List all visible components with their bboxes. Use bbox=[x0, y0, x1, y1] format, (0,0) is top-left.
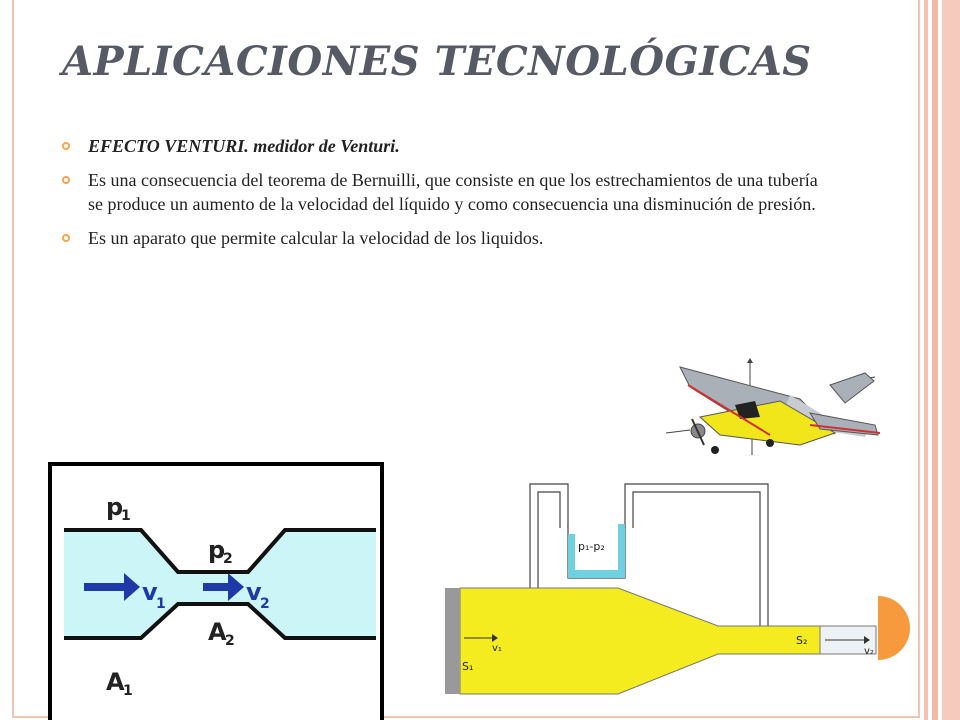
bullet-icon bbox=[62, 142, 70, 150]
label-s1: S₁ bbox=[462, 660, 474, 673]
label-v2-main: v bbox=[246, 578, 262, 606]
label-v2-sub: 2 bbox=[260, 596, 270, 612]
decorative-half-circle bbox=[878, 596, 918, 660]
bullet-text: Es un aparato que permite calcular la velocidad de los liquidos. bbox=[88, 228, 544, 248]
label-a1-main: A bbox=[106, 668, 125, 696]
manometer-label: p₁-p₂ bbox=[578, 540, 605, 553]
label-p2-main: p bbox=[208, 536, 226, 564]
decorative-stripes bbox=[920, 0, 960, 720]
label-s2: S₂ bbox=[796, 634, 808, 647]
label-p2-sub: 2 bbox=[223, 551, 233, 567]
label-v1-sub: 1 bbox=[156, 596, 166, 612]
label-v1-main: v bbox=[142, 578, 158, 606]
venturi-diagram-labels bbox=[48, 462, 384, 720]
label-v2: v₂ bbox=[864, 646, 874, 657]
airplane-illustration bbox=[660, 355, 900, 470]
bullet-item bbox=[62, 134, 822, 158]
bullet-icon bbox=[62, 234, 70, 242]
label-p1-main: p bbox=[106, 493, 124, 521]
label-a1-sub: 1 bbox=[123, 683, 133, 699]
bullet-list bbox=[62, 134, 822, 260]
bullet-text: Es una consecuencia del teorema de Bernuilli, que consiste en que los estrechamientos de una tubería se produce un aumento de la velocidad del líquido y como consecuencia una disminución de presión. bbox=[88, 170, 818, 214]
label-a2-main: A bbox=[208, 618, 227, 646]
label-v1: v₁ bbox=[492, 643, 502, 654]
label-a2-sub: 2 bbox=[225, 633, 235, 649]
venturi-meter-diagram bbox=[440, 476, 880, 696]
bullet-item bbox=[62, 168, 822, 216]
page-title: APLICACIONES TECNOLÓGICAS bbox=[62, 38, 812, 85]
bullet-item bbox=[62, 226, 822, 250]
label-p1-sub: 1 bbox=[121, 508, 131, 524]
bullet-text: EFECTO VENTURI. medidor de Venturi. bbox=[88, 136, 400, 156]
bullet-icon bbox=[62, 176, 70, 184]
